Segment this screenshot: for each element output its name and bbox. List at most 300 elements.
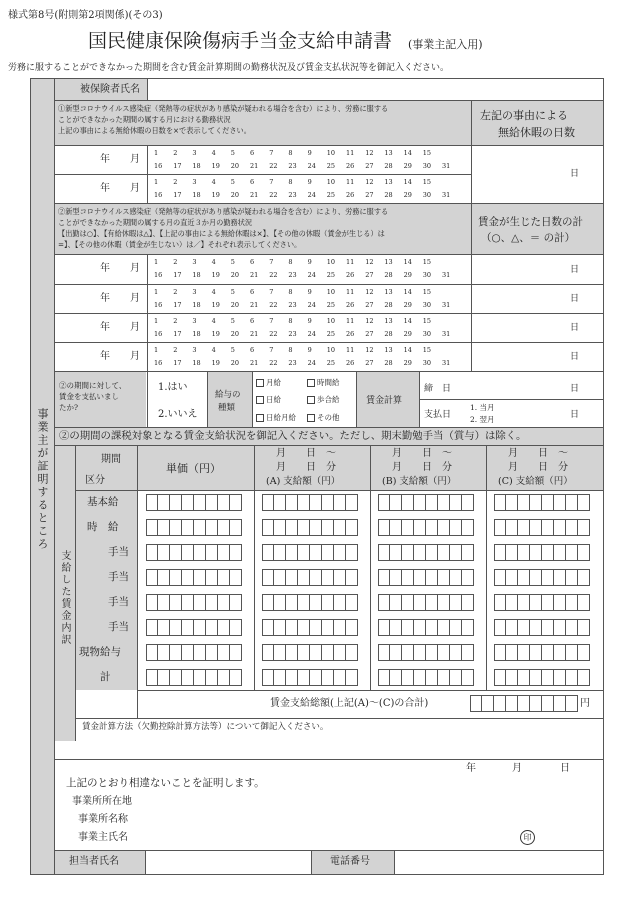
day-number[interactable]: 23 (288, 191, 297, 199)
phone-field[interactable] (397, 853, 601, 872)
month-row-month-label: 月 (130, 293, 140, 304)
salary-type-daily-monthly-label: 日給月給 (266, 413, 296, 422)
day-number[interactable]: 31 (442, 162, 451, 170)
day-number[interactable]: 2 (173, 346, 178, 354)
day-number[interactable]: 5 (230, 346, 235, 354)
amount-digit-cells[interactable] (378, 644, 474, 661)
day-number[interactable]: 23 (288, 359, 297, 367)
salary-type-commission[interactable] (307, 396, 340, 404)
day-number-row (154, 331, 454, 339)
day-number[interactable]: 1 (154, 149, 159, 157)
day-number[interactable]: 22 (269, 359, 278, 367)
day-number[interactable]: 15 (422, 178, 432, 186)
payment-question-2: 賃金を支払いまし (59, 392, 119, 401)
day-number[interactable]: 20 (230, 271, 240, 279)
amount-digit-cells[interactable] (262, 569, 358, 586)
day-number[interactable]: 16 (154, 271, 163, 279)
period-a-end[interactable]: 月 日 分 (276, 462, 336, 473)
day-number[interactable]: 3 (192, 288, 197, 296)
day-number[interactable]: 9 (307, 258, 312, 266)
day-number[interactable]: 29 (403, 330, 412, 338)
day-number[interactable]: 11 (346, 178, 355, 186)
day-number[interactable]: 5 (230, 178, 235, 186)
day-number[interactable]: 14 (403, 258, 412, 266)
day-number[interactable]: 2 (173, 178, 178, 186)
wage-calc-label: 賃金計算 (366, 396, 403, 406)
day-number[interactable]: 31 (442, 191, 451, 199)
total-yen: 円 (580, 698, 590, 709)
section1-text-1: ①新型コロナウイルス感染症（発熱等の症状があり感染が疑われる場合を含む）により、労務に服する (58, 104, 389, 113)
day-number[interactable]: 19 (211, 359, 220, 367)
amount-digit-cells[interactable] (378, 494, 474, 511)
day-number[interactable]: 7 (269, 258, 274, 266)
day-number[interactable]: 19 (211, 301, 220, 309)
day-number[interactable]: 12 (365, 317, 374, 325)
amount-digit-cells[interactable] (494, 644, 590, 661)
day-number[interactable]: 1 (154, 317, 159, 325)
salary-type-daily-label: 日給 (266, 395, 281, 404)
date-month: 月 (512, 763, 522, 774)
amount-digit-cells[interactable] (494, 519, 590, 536)
period-label: 期間 (101, 454, 121, 465)
day-number[interactable]: 6 (250, 258, 255, 266)
day-number[interactable]: 2 (173, 317, 178, 325)
amount-digit-cells[interactable] (494, 494, 590, 511)
amount-digit-cells[interactable] (146, 619, 242, 636)
section1-right-header-2: 無給休暇の日数 (498, 126, 575, 139)
day-number[interactable]: 29 (403, 162, 412, 170)
day-number[interactable]: 25 (326, 301, 336, 309)
day-number[interactable]: 11 (346, 317, 355, 325)
day-number[interactable]: 31 (442, 271, 451, 279)
amount-digit-cells[interactable] (378, 569, 474, 586)
checkbox-icon (256, 379, 264, 387)
day-number[interactable]: 8 (288, 149, 293, 157)
day-number[interactable]: 7 (269, 149, 274, 157)
instruction-text: 労務に服することができなかった期間を含む賃金計算期間の勤務状況及び賃金支払状況等を御記入ください。 (8, 63, 450, 73)
wage-row-hourly: 時 給 (87, 521, 119, 533)
day-number[interactable]: 27 (365, 271, 374, 279)
day-number[interactable]: 19 (211, 191, 220, 199)
day-number[interactable]: 7 (269, 346, 274, 354)
day-number[interactable]: 4 (211, 346, 216, 354)
day-number[interactable]: 25 (326, 191, 336, 199)
section1-text-3: 上記の事由による無給休暇の日数を×で表示してください。 (58, 126, 251, 135)
day-number[interactable]: 5 (230, 258, 235, 266)
office-address-label: 事業所所在地 (72, 796, 132, 807)
day-number[interactable]: 28 (384, 162, 393, 170)
day-number[interactable]: 3 (192, 346, 197, 354)
day-number[interactable]: 17 (173, 162, 182, 170)
salary-type-monthly[interactable] (256, 379, 281, 387)
day-number[interactable]: 30 (422, 271, 432, 279)
day-number[interactable]: 27 (365, 330, 374, 338)
salary-type-hourly-label: 時間給 (317, 378, 340, 387)
day-number[interactable]: 6 (250, 288, 255, 296)
day-number[interactable]: 31 (442, 330, 451, 338)
day-number-row (154, 302, 454, 310)
insured-name-field[interactable] (150, 81, 602, 98)
amount-digit-cells[interactable] (494, 569, 590, 586)
amount-digit-cells[interactable] (146, 644, 242, 661)
day-number[interactable]: 16 (154, 162, 163, 170)
day-number[interactable]: 1 (154, 288, 159, 296)
day-number[interactable]: 15 (422, 346, 432, 354)
day-number[interactable]: 3 (192, 178, 197, 186)
day-number[interactable]: 16 (154, 359, 163, 367)
day-number[interactable]: 21 (250, 359, 259, 367)
day-number[interactable]: 18 (192, 330, 201, 338)
day-number[interactable]: 28 (384, 330, 393, 338)
office-name-label: 事業所名称 (78, 814, 128, 825)
payment-day-option-2[interactable]: 2. 翌月 (470, 415, 495, 424)
column-header-a: (A) 支給額（円） (266, 476, 341, 487)
day-number[interactable]: 2 (173, 149, 178, 157)
person-in-charge-label: 担当者氏名 (69, 856, 119, 867)
salary-type-other[interactable] (307, 414, 340, 422)
day-number[interactable]: 8 (288, 258, 293, 266)
day-number[interactable]: 1 (154, 178, 159, 186)
day-number[interactable]: 18 (192, 359, 201, 367)
day-number[interactable]: 26 (346, 162, 355, 170)
day-number[interactable]: 28 (384, 271, 393, 279)
section2-text-4: =】、【その他の休暇（賃金が生じない）は／】それぞれ表示してください。 (58, 240, 302, 249)
day-number[interactable]: 13 (384, 346, 393, 354)
amount-digit-cells[interactable] (378, 544, 474, 561)
day-number-row (154, 150, 454, 158)
amount-digit-cells[interactable] (378, 669, 474, 686)
amount-digit-cells[interactable] (494, 669, 590, 686)
day-number[interactable]: 9 (307, 317, 312, 325)
day-number[interactable]: 17 (173, 359, 182, 367)
day-number[interactable]: 31 (442, 301, 451, 309)
day-number[interactable]: 14 (403, 149, 412, 157)
day-number[interactable]: 31 (442, 359, 451, 367)
day-number[interactable]: 30 (422, 330, 432, 338)
day-number[interactable]: 2 (173, 258, 178, 266)
day-number[interactable]: 5 (230, 149, 235, 157)
day-number[interactable]: 7 (269, 288, 274, 296)
day-number[interactable]: 13 (384, 178, 393, 186)
amount-digit-cells[interactable] (494, 594, 590, 611)
day-number[interactable]: 17 (173, 191, 182, 199)
day-number[interactable]: 22 (269, 330, 278, 338)
total-label: 賃金支給総額(上記(A)～(C)の合計) (270, 698, 429, 709)
wage-row-allowance-3: 手当 (108, 596, 129, 608)
amount-digit-cells[interactable] (146, 544, 242, 561)
day-number[interactable]: 10 (326, 317, 336, 325)
day-number[interactable]: 13 (384, 149, 393, 157)
day-number[interactable]: 6 (250, 149, 255, 157)
day-number[interactable]: 21 (250, 301, 259, 309)
day-number[interactable]: 27 (365, 191, 374, 199)
day-number[interactable]: 24 (307, 191, 316, 199)
amount-digit-cells[interactable] (494, 619, 590, 636)
salary-type-daily-monthly[interactable] (256, 414, 296, 422)
amount-digit-cells[interactable] (146, 669, 242, 686)
day-number[interactable]: 11 (346, 149, 355, 157)
day-number[interactable]: 22 (269, 271, 278, 279)
day-number[interactable]: 16 (154, 301, 163, 309)
form-title-suffix: (事業主記入用) (408, 38, 483, 51)
day-number[interactable]: 28 (384, 301, 393, 309)
person-in-charge-field[interactable] (148, 853, 308, 872)
day-number[interactable]: 20 (230, 359, 240, 367)
day-number[interactable]: 18 (192, 301, 201, 309)
day-number[interactable]: 5 (230, 317, 235, 325)
day-number[interactable]: 27 (365, 162, 374, 170)
day-number[interactable]: 24 (307, 359, 316, 367)
day-number[interactable]: 3 (192, 317, 197, 325)
day-number[interactable]: 7 (269, 317, 274, 325)
day-number[interactable]: 24 (307, 330, 316, 338)
day-number[interactable]: 9 (307, 346, 312, 354)
closing-day-unit: 日 (570, 384, 580, 394)
day-number[interactable]: 16 (154, 191, 163, 199)
checkbox-icon (256, 414, 264, 422)
yes-option[interactable]: 1.はい (158, 382, 188, 393)
day-number[interactable]: 19 (211, 330, 220, 338)
day-number[interactable]: 27 (365, 301, 374, 309)
day-number[interactable]: 30 (422, 191, 432, 199)
day-number-row (154, 259, 454, 267)
day-number[interactable]: 3 (192, 149, 197, 157)
day-number[interactable]: 15 (422, 258, 432, 266)
day-number[interactable]: 22 (269, 162, 278, 170)
day-number[interactable]: 12 (365, 346, 374, 354)
day-number-row (154, 192, 454, 200)
calc-method-field[interactable] (80, 736, 600, 756)
day-number[interactable]: 15 (422, 149, 432, 157)
day-number[interactable]: 12 (365, 178, 374, 186)
day-number[interactable]: 22 (269, 191, 278, 199)
day-number[interactable]: 8 (288, 178, 293, 186)
day-number[interactable]: 19 (211, 162, 220, 170)
day-number[interactable]: 13 (384, 258, 393, 266)
day-number[interactable]: 9 (307, 149, 312, 157)
day-number[interactable]: 12 (365, 149, 374, 157)
seal-icon: 印 (520, 830, 535, 845)
day-number[interactable]: 26 (346, 301, 355, 309)
amount-digit-cells[interactable] (378, 619, 474, 636)
category-label: 区分 (85, 475, 105, 486)
day-number[interactable]: 29 (403, 301, 412, 309)
day-number[interactable]: 14 (403, 317, 412, 325)
day-number[interactable]: 19 (211, 271, 220, 279)
day-number[interactable]: 28 (384, 359, 393, 367)
period-c-start[interactable]: 月 日 ～ (508, 448, 568, 459)
amount-digit-cells[interactable] (378, 519, 474, 536)
day-number[interactable]: 10 (326, 346, 336, 354)
unit-price-label: 単価（円） (166, 462, 221, 475)
day-number[interactable]: 6 (250, 317, 255, 325)
day-number[interactable]: 25 (326, 330, 336, 338)
day-number[interactable]: 14 (403, 346, 412, 354)
day-number[interactable]: 14 (403, 288, 412, 296)
day-number[interactable]: 12 (365, 258, 374, 266)
day-number[interactable]: 23 (288, 301, 297, 309)
day-number[interactable]: 23 (288, 271, 297, 279)
day-number[interactable]: 26 (346, 191, 355, 199)
amount-digit-cells[interactable] (146, 519, 242, 536)
form-number: 様式第8号(附則第2項関係)(その3) (8, 10, 163, 21)
day-number[interactable]: 20 (230, 162, 240, 170)
amount-digit-cells[interactable] (262, 644, 358, 661)
period-c-end[interactable]: 月 日 分 (508, 462, 568, 473)
day-number[interactable]: 7 (269, 178, 274, 186)
day-number[interactable]: 4 (211, 178, 216, 186)
day-number[interactable]: 26 (346, 359, 355, 367)
amount-digit-cells[interactable] (262, 669, 358, 686)
amount-digit-cells[interactable] (378, 594, 474, 611)
period-a-start[interactable]: 月 日 ～ (276, 448, 336, 459)
amount-digit-cells[interactable] (262, 619, 358, 636)
day-number[interactable]: 20 (230, 301, 240, 309)
day-number[interactable]: 3 (192, 258, 197, 266)
day-number[interactable]: 4 (211, 288, 216, 296)
day-number[interactable]: 18 (192, 162, 201, 170)
no-option[interactable]: 2.いいえ (158, 409, 198, 420)
month-row-year-label: 年 (100, 351, 110, 362)
amount-digit-cells[interactable] (146, 569, 242, 586)
day-number[interactable]: 30 (422, 359, 432, 367)
day-number[interactable]: 25 (326, 162, 336, 170)
day-number[interactable]: 22 (269, 301, 278, 309)
day-number[interactable]: 24 (307, 271, 316, 279)
day-number[interactable]: 12 (365, 288, 374, 296)
day-number[interactable]: 5 (230, 288, 235, 296)
day-number[interactable]: 20 (230, 330, 240, 338)
checkbox-icon (307, 414, 315, 422)
day-number[interactable]: 11 (346, 258, 355, 266)
payment-day-option-1[interactable]: 1. 当月 (470, 403, 495, 412)
day-number[interactable]: 15 (422, 288, 432, 296)
salary-type-label-2: 種類 (218, 403, 236, 413)
day-number[interactable]: 16 (154, 330, 163, 338)
day-number[interactable]: 27 (365, 359, 374, 367)
day-number[interactable]: 4 (211, 149, 216, 157)
amount-digit-cells[interactable] (262, 494, 358, 511)
date-day: 日 (560, 763, 570, 774)
day-number[interactable]: 26 (346, 271, 355, 279)
column-header-c: (C) 支給額（円） (498, 476, 573, 487)
day-number[interactable]: 6 (250, 346, 255, 354)
day-number[interactable]: 21 (250, 162, 259, 170)
payment-question-3: たか? (59, 403, 79, 412)
period-b-start[interactable]: 月 日 ～ (392, 448, 452, 459)
amount-digit-cells[interactable] (494, 544, 590, 561)
payment-question-1: ②の期間に対して、 (59, 381, 127, 390)
day-number[interactable]: 29 (403, 191, 412, 199)
month-row-year-label: 年 (100, 263, 110, 274)
day-number[interactable]: 30 (422, 162, 432, 170)
total-amount-cells[interactable] (470, 695, 578, 712)
amount-digit-cells[interactable] (146, 594, 242, 611)
amount-digit-cells[interactable] (262, 519, 358, 536)
day-number[interactable]: 6 (250, 178, 255, 186)
wage-section-header: ②の期間の課税対象となる賃金支給状況を御記入ください。ただし、期末勤勉手当（賞与）は除く。 (59, 430, 527, 442)
day-number[interactable]: 25 (326, 271, 336, 279)
day-number[interactable]: 18 (192, 191, 201, 199)
salary-type-daily[interactable] (256, 396, 281, 404)
wage-details-label: 支給した賃金内訳 (59, 550, 70, 646)
day-number[interactable]: 11 (346, 346, 355, 354)
salary-type-hourly[interactable] (307, 379, 340, 387)
checkbox-icon (256, 396, 264, 404)
day-number[interactable]: 29 (403, 359, 412, 367)
day-number[interactable]: 29 (403, 271, 412, 279)
day-number[interactable]: 17 (173, 301, 182, 309)
day-number[interactable]: 28 (384, 191, 393, 199)
day-number[interactable]: 24 (307, 301, 316, 309)
section2-text-2: ことができなかった期間の属する月の直近３か月の勤務状況 (58, 218, 253, 227)
day-number[interactable]: 26 (346, 330, 355, 338)
month-row-month-label: 月 (130, 263, 140, 274)
day-number[interactable]: 10 (326, 149, 336, 157)
day-number[interactable]: 10 (326, 178, 336, 186)
day-number[interactable]: 8 (288, 317, 293, 325)
payment-day-label: 支払日 (424, 410, 452, 420)
month-row-month-label: 月 (130, 322, 140, 333)
checkbox-icon (307, 396, 315, 404)
day-number[interactable]: 9 (307, 288, 312, 296)
day-number[interactable]: 4 (211, 317, 216, 325)
day-number[interactable]: 14 (403, 178, 412, 186)
day-number[interactable]: 1 (154, 258, 159, 266)
day-number[interactable]: 9 (307, 178, 312, 186)
amount-digit-cells[interactable] (262, 594, 358, 611)
day-number[interactable]: 8 (288, 288, 293, 296)
day-number[interactable]: 23 (288, 162, 297, 170)
day-number[interactable]: 15 (422, 317, 432, 325)
day-number[interactable]: 2 (173, 288, 178, 296)
salary-type-monthly-label: 月給 (266, 378, 281, 387)
day-number[interactable]: 30 (422, 301, 432, 309)
side-label: 事業主が証明するところ (36, 408, 49, 551)
day-number[interactable]: 1 (154, 346, 159, 354)
section2-day-unit-4: 日 (570, 352, 580, 362)
day-number[interactable]: 4 (211, 258, 216, 266)
day-number[interactable]: 17 (173, 271, 182, 279)
day-number[interactable]: 20 (230, 191, 240, 199)
amount-digit-cells[interactable] (146, 494, 242, 511)
day-number[interactable]: 23 (288, 330, 297, 338)
calc-method-label: 賃金計算方法（欠勤控除計算方法等）について御記入ください。 (82, 722, 329, 732)
day-number[interactable]: 8 (288, 346, 293, 354)
day-number[interactable]: 25 (326, 359, 336, 367)
day-number[interactable]: 17 (173, 330, 182, 338)
period-b-end[interactable]: 月 日 分 (392, 462, 452, 473)
day-number[interactable]: 11 (346, 288, 355, 296)
day-number[interactable]: 21 (250, 330, 259, 338)
day-number-row (154, 163, 454, 171)
month-row-month-label: 月 (130, 351, 140, 362)
checkbox-icon (307, 379, 315, 387)
day-number[interactable]: 24 (307, 162, 316, 170)
section2-day-unit-3: 日 (570, 323, 580, 333)
day-number[interactable]: 10 (326, 288, 336, 296)
day-number-row (154, 360, 454, 368)
day-number[interactable]: 10 (326, 258, 336, 266)
amount-digit-cells[interactable] (262, 544, 358, 561)
section2-day-unit-2: 日 (570, 294, 580, 304)
day-number[interactable]: 18 (192, 271, 201, 279)
day-number[interactable]: 13 (384, 317, 393, 325)
day-number[interactable]: 21 (250, 191, 259, 199)
day-number[interactable]: 13 (384, 288, 393, 296)
day-number[interactable]: 21 (250, 271, 259, 279)
column-header-b: (B) 支給額（円） (382, 476, 457, 487)
